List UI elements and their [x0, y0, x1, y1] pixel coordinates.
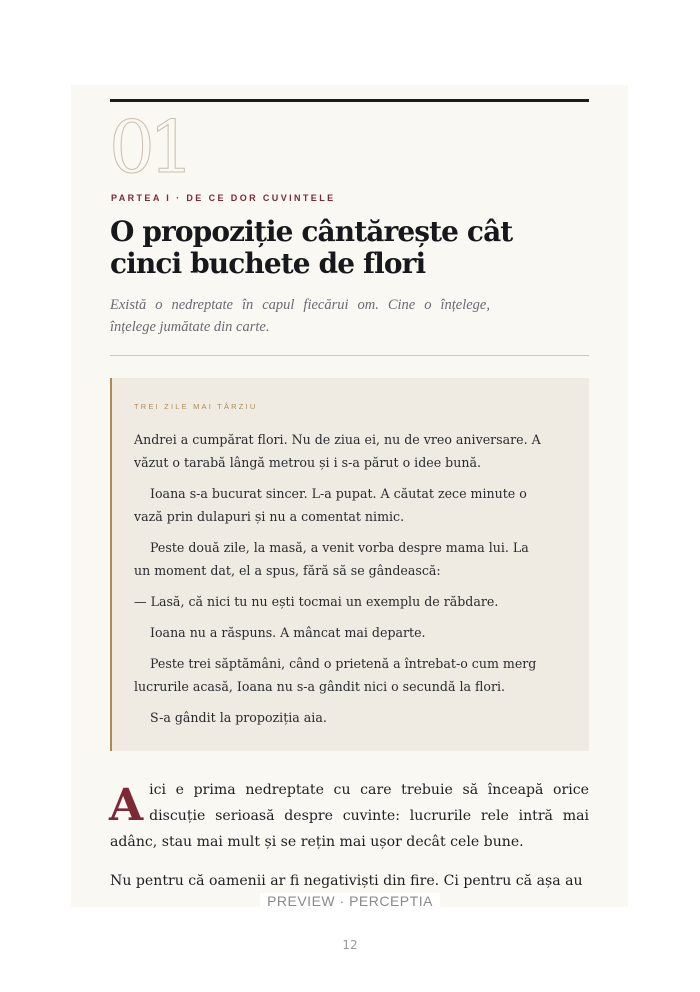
body-text	[110, 777, 589, 907]
story-paragraph: S-a gândit la propoziția aia.	[150, 710, 327, 725]
chapter-number: 01	[109, 105, 189, 189]
body-paragraph-text: ici e prima nedreptate cu care trebuie să înceapă orice discuție serioasă despre cuvinte: lucrurile rele intră mai adânc, stau mai mult și se rețin mai ușor decât cele bune.	[110, 782, 589, 850]
part-label: PARTEA I · DE CE DOR CUVINTELE	[111, 193, 336, 203]
story-paragraph: Peste două zile, la masă, a venit vorba despre mama lui. La un moment dat, el a spus, fără să se gândească:	[134, 540, 529, 578]
page-number: 12	[342, 938, 358, 952]
book-page	[71, 85, 628, 907]
top-rule	[110, 99, 589, 102]
body-paragraph	[110, 777, 589, 855]
chapter-title: O propoziție cântărește cât cinci buchete de flori	[110, 215, 513, 280]
story-dialogue-line: — Lasă, că nici tu nu ești tocmai un exemplu de răbdare.	[134, 594, 499, 609]
story-paragraph: Ioana s-a bucurat sincer. L-a pupat. A căutat zece minute o vază prin dulapuri și nu a comentat nimic.	[134, 486, 527, 524]
story-box-text	[134, 428, 544, 737]
preview-watermark	[0, 893, 700, 909]
body-paragraph: Nu pentru că oamenii ar fi negativiști din fire. Ci pentru că așa au	[110, 873, 583, 889]
chapter-subtitle: Există o nedreptate în capul fiecărui om. Cine o înțelege, înțelege jumătate din carte.	[110, 297, 490, 335]
drop-cap: A	[109, 780, 144, 831]
story-box	[110, 378, 589, 751]
story-paragraph: Andrei a cumpărat flori. Nu de ziua ei, nu de vreo aniversare. A văzut o tarabă lângă metrou și i s-a părut o idee bună.	[134, 432, 541, 470]
story-paragraph: Ioana nu a răspuns. A mâncat mai departe.	[150, 625, 426, 640]
watermark-text: PREVIEW · PERCEPTIA	[260, 893, 440, 909]
story-box-label: TREI ZILE MAI TÂRZIU	[134, 402, 258, 411]
divider	[110, 355, 589, 356]
story-paragraph: Peste trei săptămâni, când o prietenă a întrebat-o cum merg lucrurile acasă, Ioana nu s-a gândit nici o secundă la flori.	[134, 656, 537, 694]
